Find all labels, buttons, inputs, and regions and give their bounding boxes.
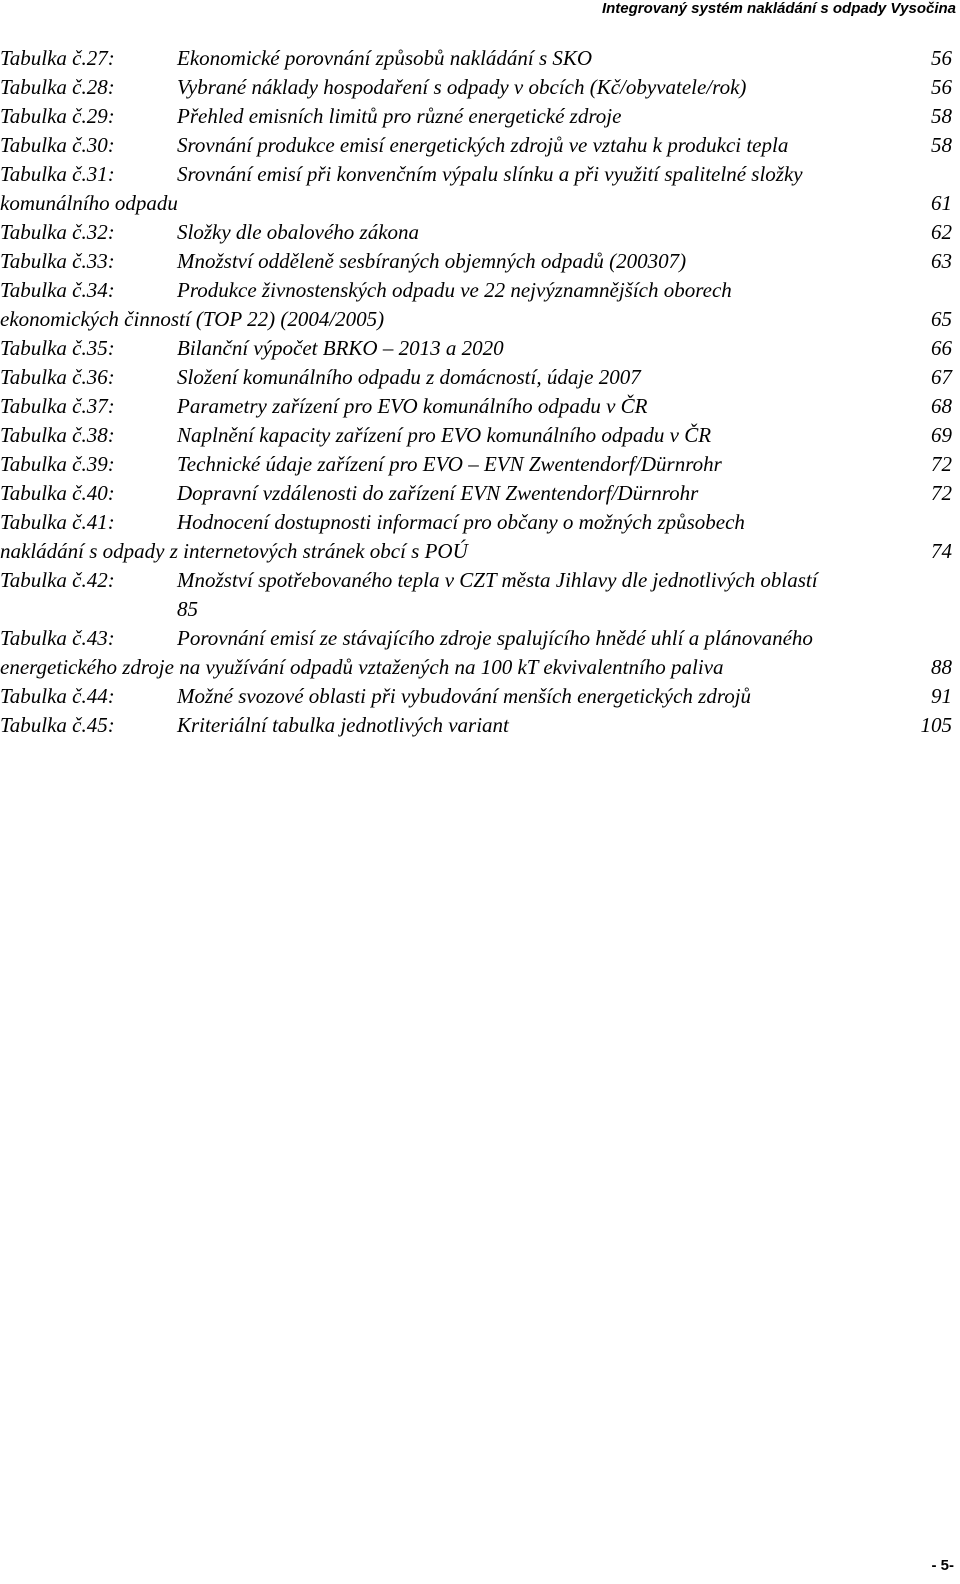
toc-entry[interactable]	[0, 334, 952, 363]
toc-entry[interactable]	[0, 421, 952, 450]
entry-label: Tabulka č.33:	[0, 249, 115, 273]
entry-page: 74	[931, 539, 952, 563]
toc-entry[interactable]	[0, 479, 952, 508]
document-header: Integrovaný systém nakládání s odpady Vysočina	[601, 0, 956, 17]
entry-label: Tabulka č.37:	[0, 394, 115, 418]
entry-label: Tabulka č.40:	[0, 481, 115, 505]
toc-entry[interactable]	[0, 566, 952, 624]
toc-entry[interactable]	[0, 102, 952, 131]
entry-label: Tabulka č.29:	[0, 104, 115, 128]
toc-entry[interactable]	[0, 363, 952, 392]
entry-page: 65	[931, 307, 952, 331]
entry-title: Dopravní vzdálenosti do zařízení EVN Zwentendorf/Dürnrohr	[177, 481, 699, 505]
entry-label: Tabulka č.28:	[0, 75, 115, 99]
toc-entry[interactable]	[0, 392, 952, 421]
entry-label: Tabulka č.43:	[0, 626, 115, 650]
entry-page: 91	[931, 684, 952, 708]
entry-title: Produkce živnostenských odpadu ve 22 nejvýznamnějších oborech	[177, 278, 732, 302]
entry-page: 69	[931, 423, 952, 447]
entry-title: Technické údaje zařízení pro EVO – EVN Zwentendorf/Dürnrohr	[177, 452, 722, 476]
toc-entry[interactable]	[0, 450, 952, 479]
toc-entry[interactable]	[0, 711, 952, 740]
entry-page: 58	[931, 104, 952, 128]
entry-page: 63	[931, 249, 952, 273]
toc-entry[interactable]	[0, 276, 952, 334]
entry-title: Srovnání produkce emisí energetických zdrojů ve vztahu k produkci tepla	[177, 133, 789, 157]
toc-entry[interactable]	[0, 247, 952, 276]
entry-page: 61	[931, 191, 952, 215]
toc-entry[interactable]	[0, 160, 952, 218]
toc-entry[interactable]	[0, 131, 952, 160]
entry-page: 58	[931, 133, 952, 157]
entry-label: Tabulka č.27:	[0, 46, 115, 70]
entry-page: 56	[931, 46, 952, 70]
toc-entry[interactable]	[0, 218, 952, 247]
entry-page: 72	[931, 452, 952, 476]
entry-title: Naplnění kapacity zařízení pro EVO komunálního odpadu v ČR	[177, 423, 712, 447]
entry-title: Složky dle obalového zákona	[177, 220, 420, 244]
entry-page: 66	[931, 336, 952, 360]
entry-label: Tabulka č.36:	[0, 365, 115, 389]
entry-title: Bilanční výpočet BRKO – 2013 a 2020	[177, 336, 504, 360]
entry-title: Přehled emisních limitů pro různé energetické zdroje	[177, 104, 622, 128]
entry-page: 62	[931, 220, 952, 244]
entry-label: Tabulka č.42:	[0, 568, 115, 592]
entry-title: Kriteriální tabulka jednotlivých variant	[177, 713, 509, 737]
entry-title: Složení komunálního odpadu z domácností, údaje 2007	[177, 365, 641, 389]
entry-title-continued: ekonomických činností (TOP 22) (2004/2005)	[0, 307, 385, 331]
toc-entry[interactable]	[0, 682, 952, 711]
entry-title: Vybrané náklady hospodaření s odpady v obcích (Kč/obyvatele/rok)	[177, 75, 747, 99]
entry-label: Tabulka č.32:	[0, 220, 115, 244]
entry-title: Hodnocení dostupnosti informací pro občany o možných způsobech	[177, 510, 745, 534]
entry-title-continued: komunálního odpadu	[0, 191, 178, 215]
entry-label: Tabulka č.35:	[0, 336, 115, 360]
entry-title: Porovnání emisí ze stávajícího zdroje spalujícího hnědé uhlí a plánovaného	[177, 626, 813, 650]
entry-label: Tabulka č.31:	[0, 162, 115, 186]
entry-label: Tabulka č.34:	[0, 278, 115, 302]
toc-entry[interactable]	[0, 73, 952, 102]
toc-entry[interactable]	[0, 508, 952, 566]
entry-page: 67	[931, 365, 952, 389]
page-number: - 5-	[931, 1557, 954, 1574]
toc-entry[interactable]	[0, 624, 952, 682]
entry-title: Množství spotřebovaného tepla v CZT města Jihlavy dle jednotlivých oblastí	[177, 568, 818, 592]
table-of-contents	[0, 44, 952, 740]
entry-page: 85	[177, 597, 198, 621]
entry-title: Parametry zařízení pro EVO komunálního odpadu v ČR	[177, 394, 648, 418]
entry-title: Množství odděleně sesbíraných objemných odpadů (200307)	[177, 249, 687, 273]
entry-page: 105	[920, 713, 952, 737]
entry-label: Tabulka č.41:	[0, 510, 115, 534]
entry-label: Tabulka č.30:	[0, 133, 115, 157]
entry-title-continued: energetického zdroje na využívání odpadů vztažených na 100 kT ekvivalentního paliva	[0, 655, 724, 679]
entry-label: Tabulka č.39:	[0, 452, 115, 476]
toc-entry[interactable]	[0, 44, 952, 73]
entry-page: 56	[931, 75, 952, 99]
entry-title: Ekonomické porovnání způsobů nakládání s SKO	[177, 46, 593, 70]
entry-page: 68	[931, 394, 952, 418]
entry-title: Možné svozové oblasti při vybudování menších energetických zdrojů	[177, 684, 752, 708]
entry-title: Srovnání emisí při konvenčním výpalu slínku a při využití spalitelné složky	[177, 162, 803, 186]
entry-label: Tabulka č.45:	[0, 713, 115, 737]
entry-page: 72	[931, 481, 952, 505]
entry-title-continued: nakládání s odpady z internetových stránek obcí s POÚ	[0, 539, 468, 563]
entry-label: Tabulka č.44:	[0, 684, 115, 708]
entry-page: 88	[931, 655, 952, 679]
entry-label: Tabulka č.38:	[0, 423, 115, 447]
